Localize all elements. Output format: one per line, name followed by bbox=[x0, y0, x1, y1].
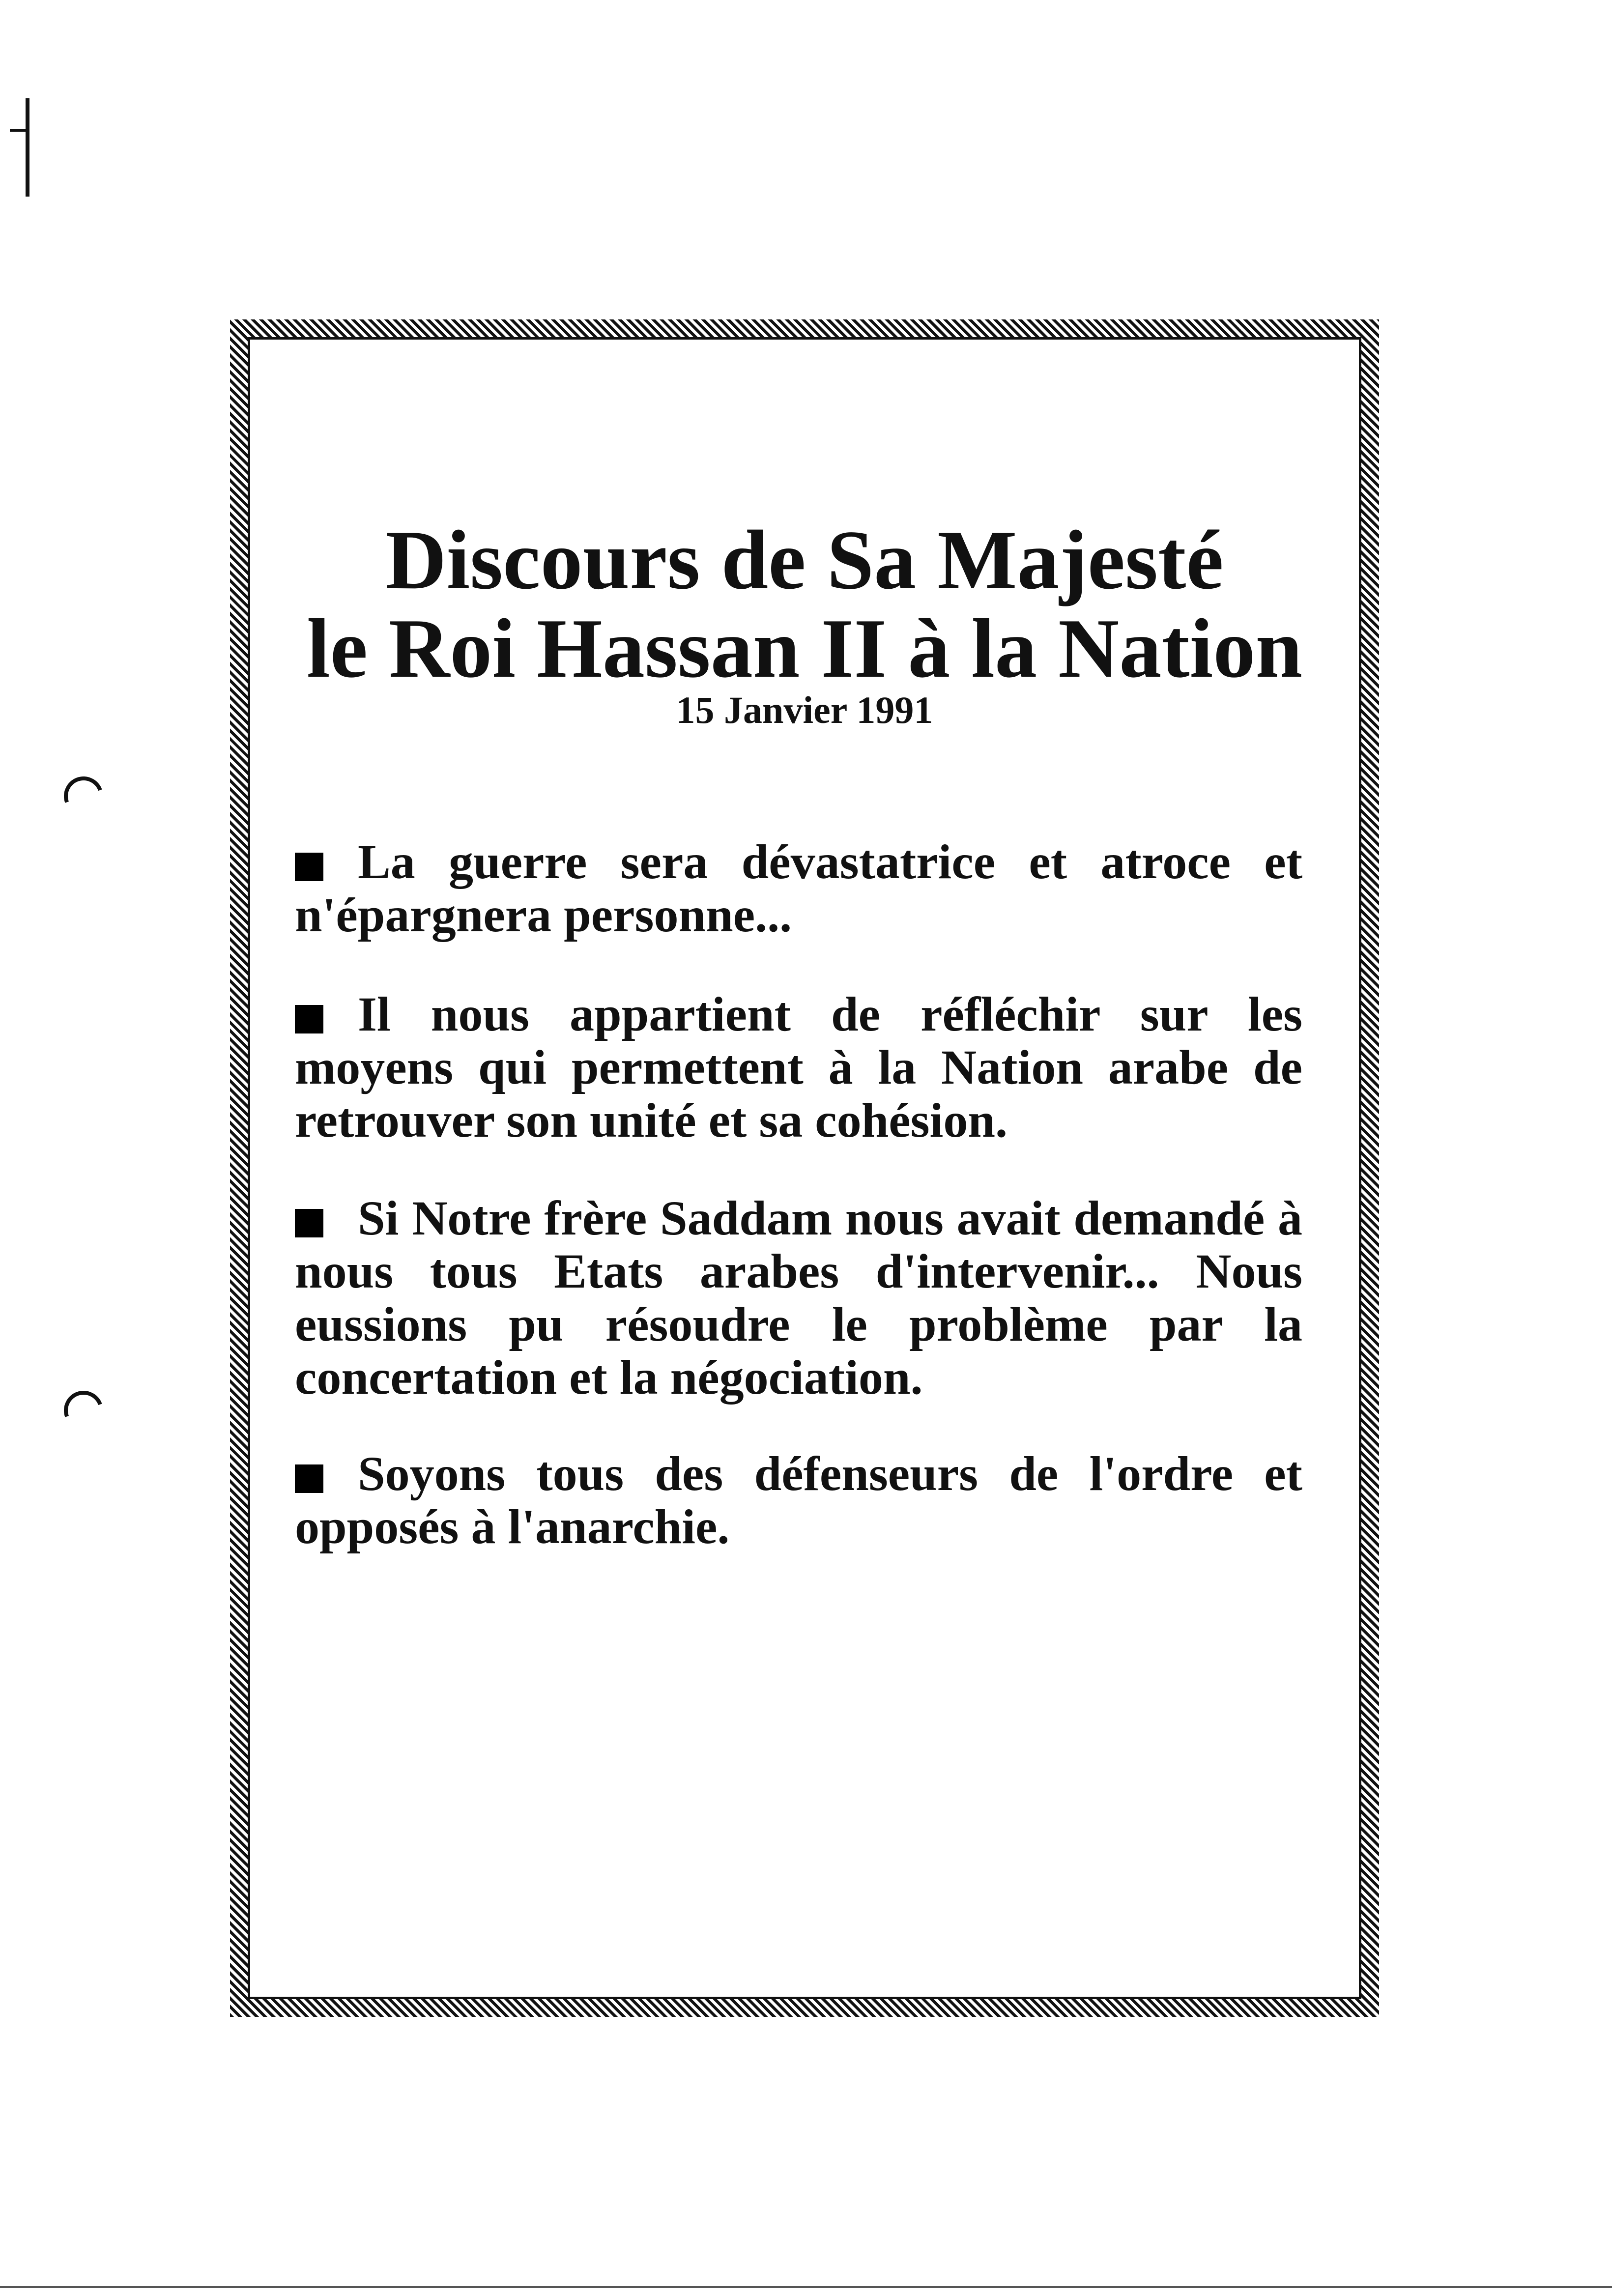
square-bullet-icon bbox=[295, 1464, 323, 1493]
square-bullet-icon bbox=[295, 1005, 323, 1033]
margin-tick-mark bbox=[26, 98, 29, 197]
document-title bbox=[248, 516, 1361, 693]
bottom-edge-rule bbox=[0, 2286, 1612, 2288]
bullet-paragraph-1 bbox=[295, 835, 1302, 942]
margin-tick-mark-arm bbox=[10, 129, 29, 132]
bullet-paragraph-3 bbox=[295, 1192, 1302, 1404]
title-line-2: le Roi Hassan II à la Nation bbox=[306, 602, 1303, 695]
paragraph-text: Il nous appartient de réfléchir sur les moyens qui permettent à la Nation arabe de retrouver son unité et sa cohésion. bbox=[295, 987, 1302, 1148]
paragraph-text: La guerre sera dévastatrice et atroce et n'épargnera personne... bbox=[295, 834, 1302, 942]
paragraph-text: Soyons tous des défenseurs de l'ordre et opposés à l'anarchie. bbox=[295, 1446, 1302, 1554]
document-date: 15 Janvier 1991 bbox=[676, 689, 933, 731]
square-bullet-icon bbox=[295, 1209, 323, 1237]
square-bullet-icon bbox=[295, 853, 323, 881]
bullet-paragraph-2 bbox=[295, 988, 1302, 1147]
paragraph-text: Si Notre frère Saddam nous avait demandé à nous tous Etats arabes d'intervenir... Nous eussions pu résoudre le problème par la concertation et la négociation. bbox=[295, 1191, 1302, 1405]
punch-hole-mark-lower bbox=[58, 1384, 110, 1436]
title-line-1: Discours de Sa Majesté bbox=[385, 514, 1224, 607]
punch-hole-mark-upper bbox=[58, 770, 110, 822]
bullet-paragraph-4 bbox=[295, 1447, 1302, 1553]
